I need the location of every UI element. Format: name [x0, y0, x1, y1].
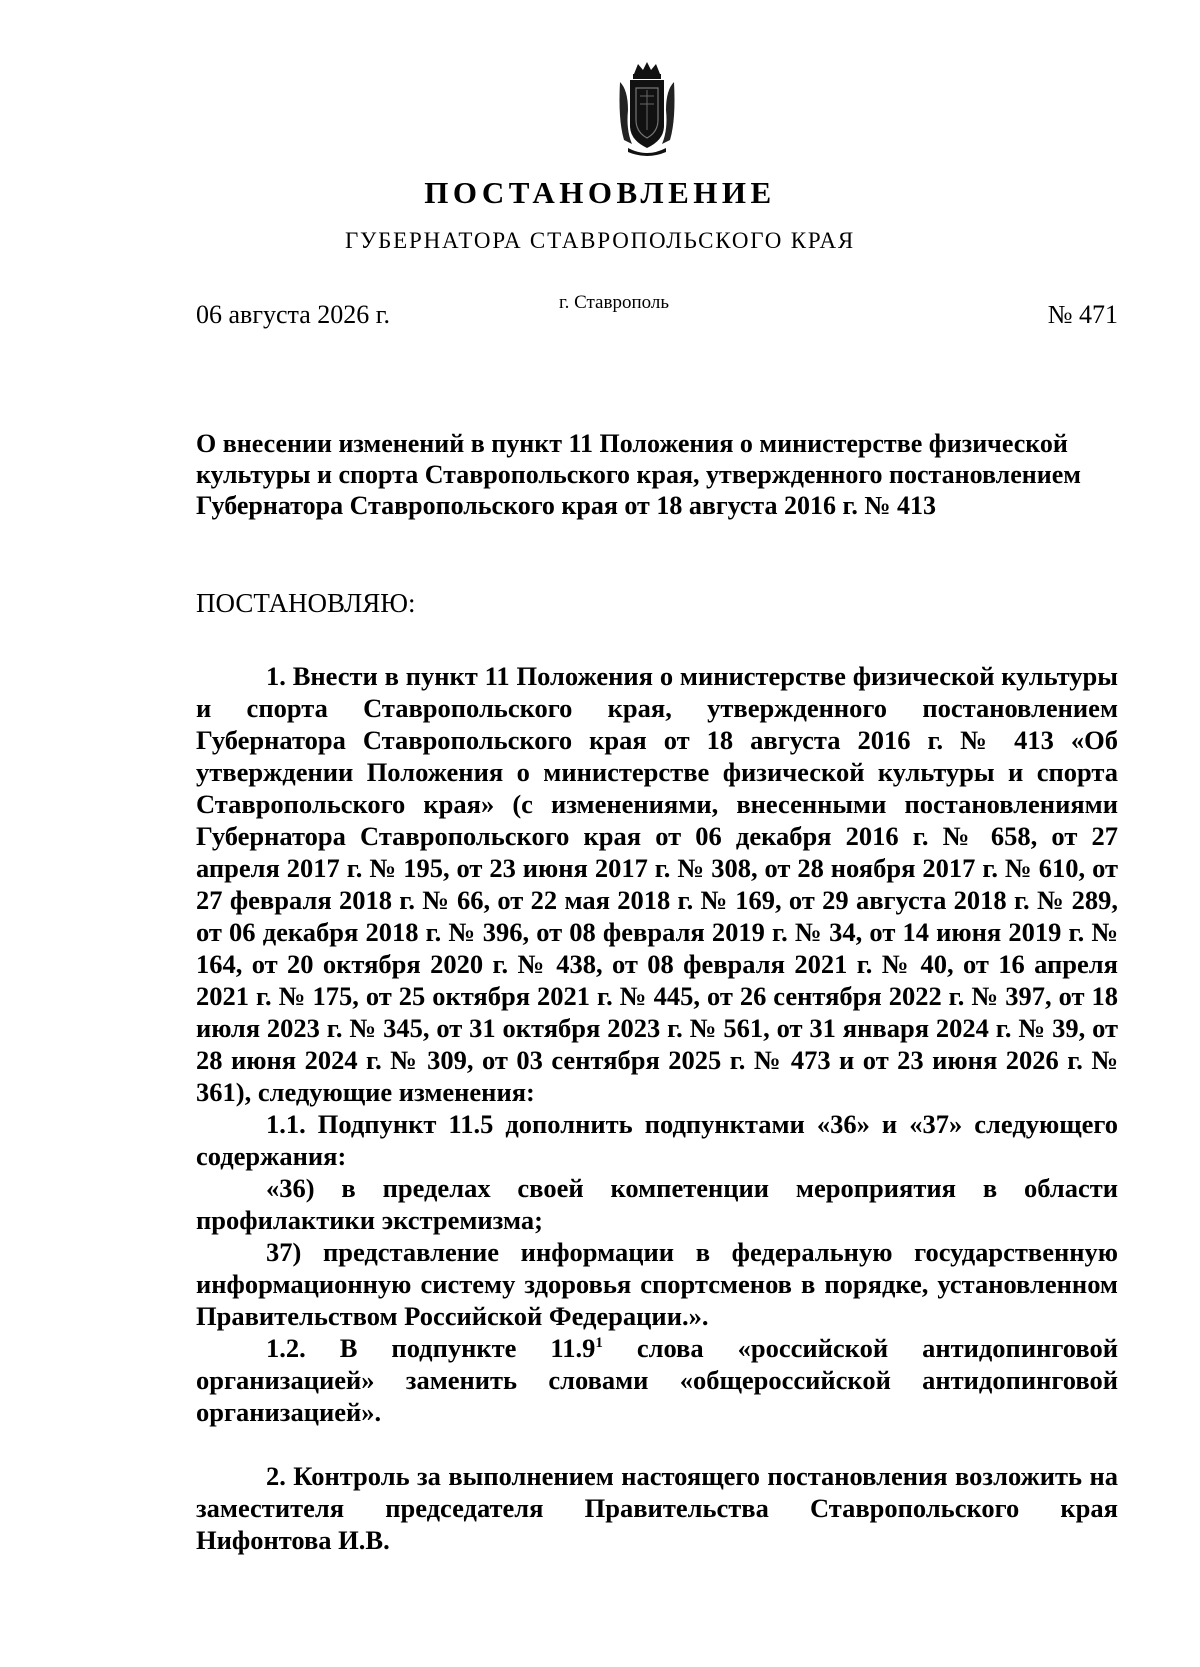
paragraph-1-2-superscript: 1 — [595, 1335, 603, 1352]
paragraph-1-1-item-36: «36) в пределах своей компетенции мероприятия в области профилактики экстремизма; — [196, 1173, 1118, 1235]
paragraph-2: 2. Контроль за выполнением настоящего постановления возложить на заместителя председателя Правительства Ставропольского края Нифонтова И.В. — [196, 1461, 1118, 1555]
paragraph-1-2-suffix: слова «российской антидопинговой организацией» заменить словами «общероссийской антидопинговой организацией». — [196, 1333, 1118, 1427]
resolve-label: ПОСТАНОВЛЯЮ: — [196, 588, 416, 618]
coat-of-arms-icon — [616, 60, 678, 158]
document-title: ПОСТАНОВЛЕНИЕ — [424, 175, 776, 210]
place-of-issue: г. Ставрополь — [558, 292, 670, 313]
paragraph-1-2-prefix: 1.2. В подпункте 11.9 — [266, 1333, 596, 1363]
paragraph-1-1: 1.1. Подпункт 11.5 дополнить подпунктами «36» и «37» следующего содержания: — [196, 1109, 1118, 1171]
document-heading: О внесении изменений в пункт 11 Положения о министерстве физической культуры и спорта Ставропольского края, утвержденного постановлением Губернатора Ставропольского края от 18 августа 2016 г. № 413 — [196, 429, 1082, 520]
issuer-subtitle: ГУБЕРНАТОРА СТАВРОПОЛЬСКОГО КРАЯ — [344, 228, 856, 253]
paragraph-1: 1. Внести в пункт 11 Положения о министерстве физической культуры и спорта Ставропольского края, утвержденного постановлением Губернатора Ставропольского края от 18 августа 2016 г. № 413 «Об утверждении Положения о министерстве физической культуры и спорта Ставропольского края» (с изменениями, внесенными постановлениями Губернатора Ставропольского края от 06 декабря 2016 г. № 658, от 27 апреля 2017 г. № 195, от 23 июня 2017 г. № 308, от 28 ноября 2017 г. № 610, от 27 февраля 2018 г. № 66, от 22 мая 2018 г. № 169, от 29 августа 2018 г. № 289, от 06 декабря 2018 г. № 396, от 08 февраля 2019 г. № 34, от 14 июня 2019 г. № 164, от 20 октября 2020 г. № 438, от 08 февраля 2021 г. № 40, от 16 апреля 2021 г. № 175, от 25 октября 2021 г. № 445, от 26 сентября 2022 г. № 397, от 18 июля 2023 г. № 345, от 31 октября 2023 г. № 561, от 31 января 2024 г. № 39, от 28 июня 2024 г. № 309, от 03 сентября 2025 г. № 473 и от 23 июня 2026 г. № 361), следующие изменения: — [196, 661, 1118, 1107]
paragraph-1-1-item-37: 37) представление информации в федеральную государственную информационную систему здоровья спортсменов в порядке, установленном Правительством Российской Федерации.». — [196, 1237, 1118, 1331]
document-number: № 471 — [1047, 300, 1118, 329]
paragraph-1-2 — [196, 1332, 1118, 1428]
document-date: 06 августа 2026 г. — [196, 300, 390, 329]
document-body — [196, 660, 1118, 1556]
